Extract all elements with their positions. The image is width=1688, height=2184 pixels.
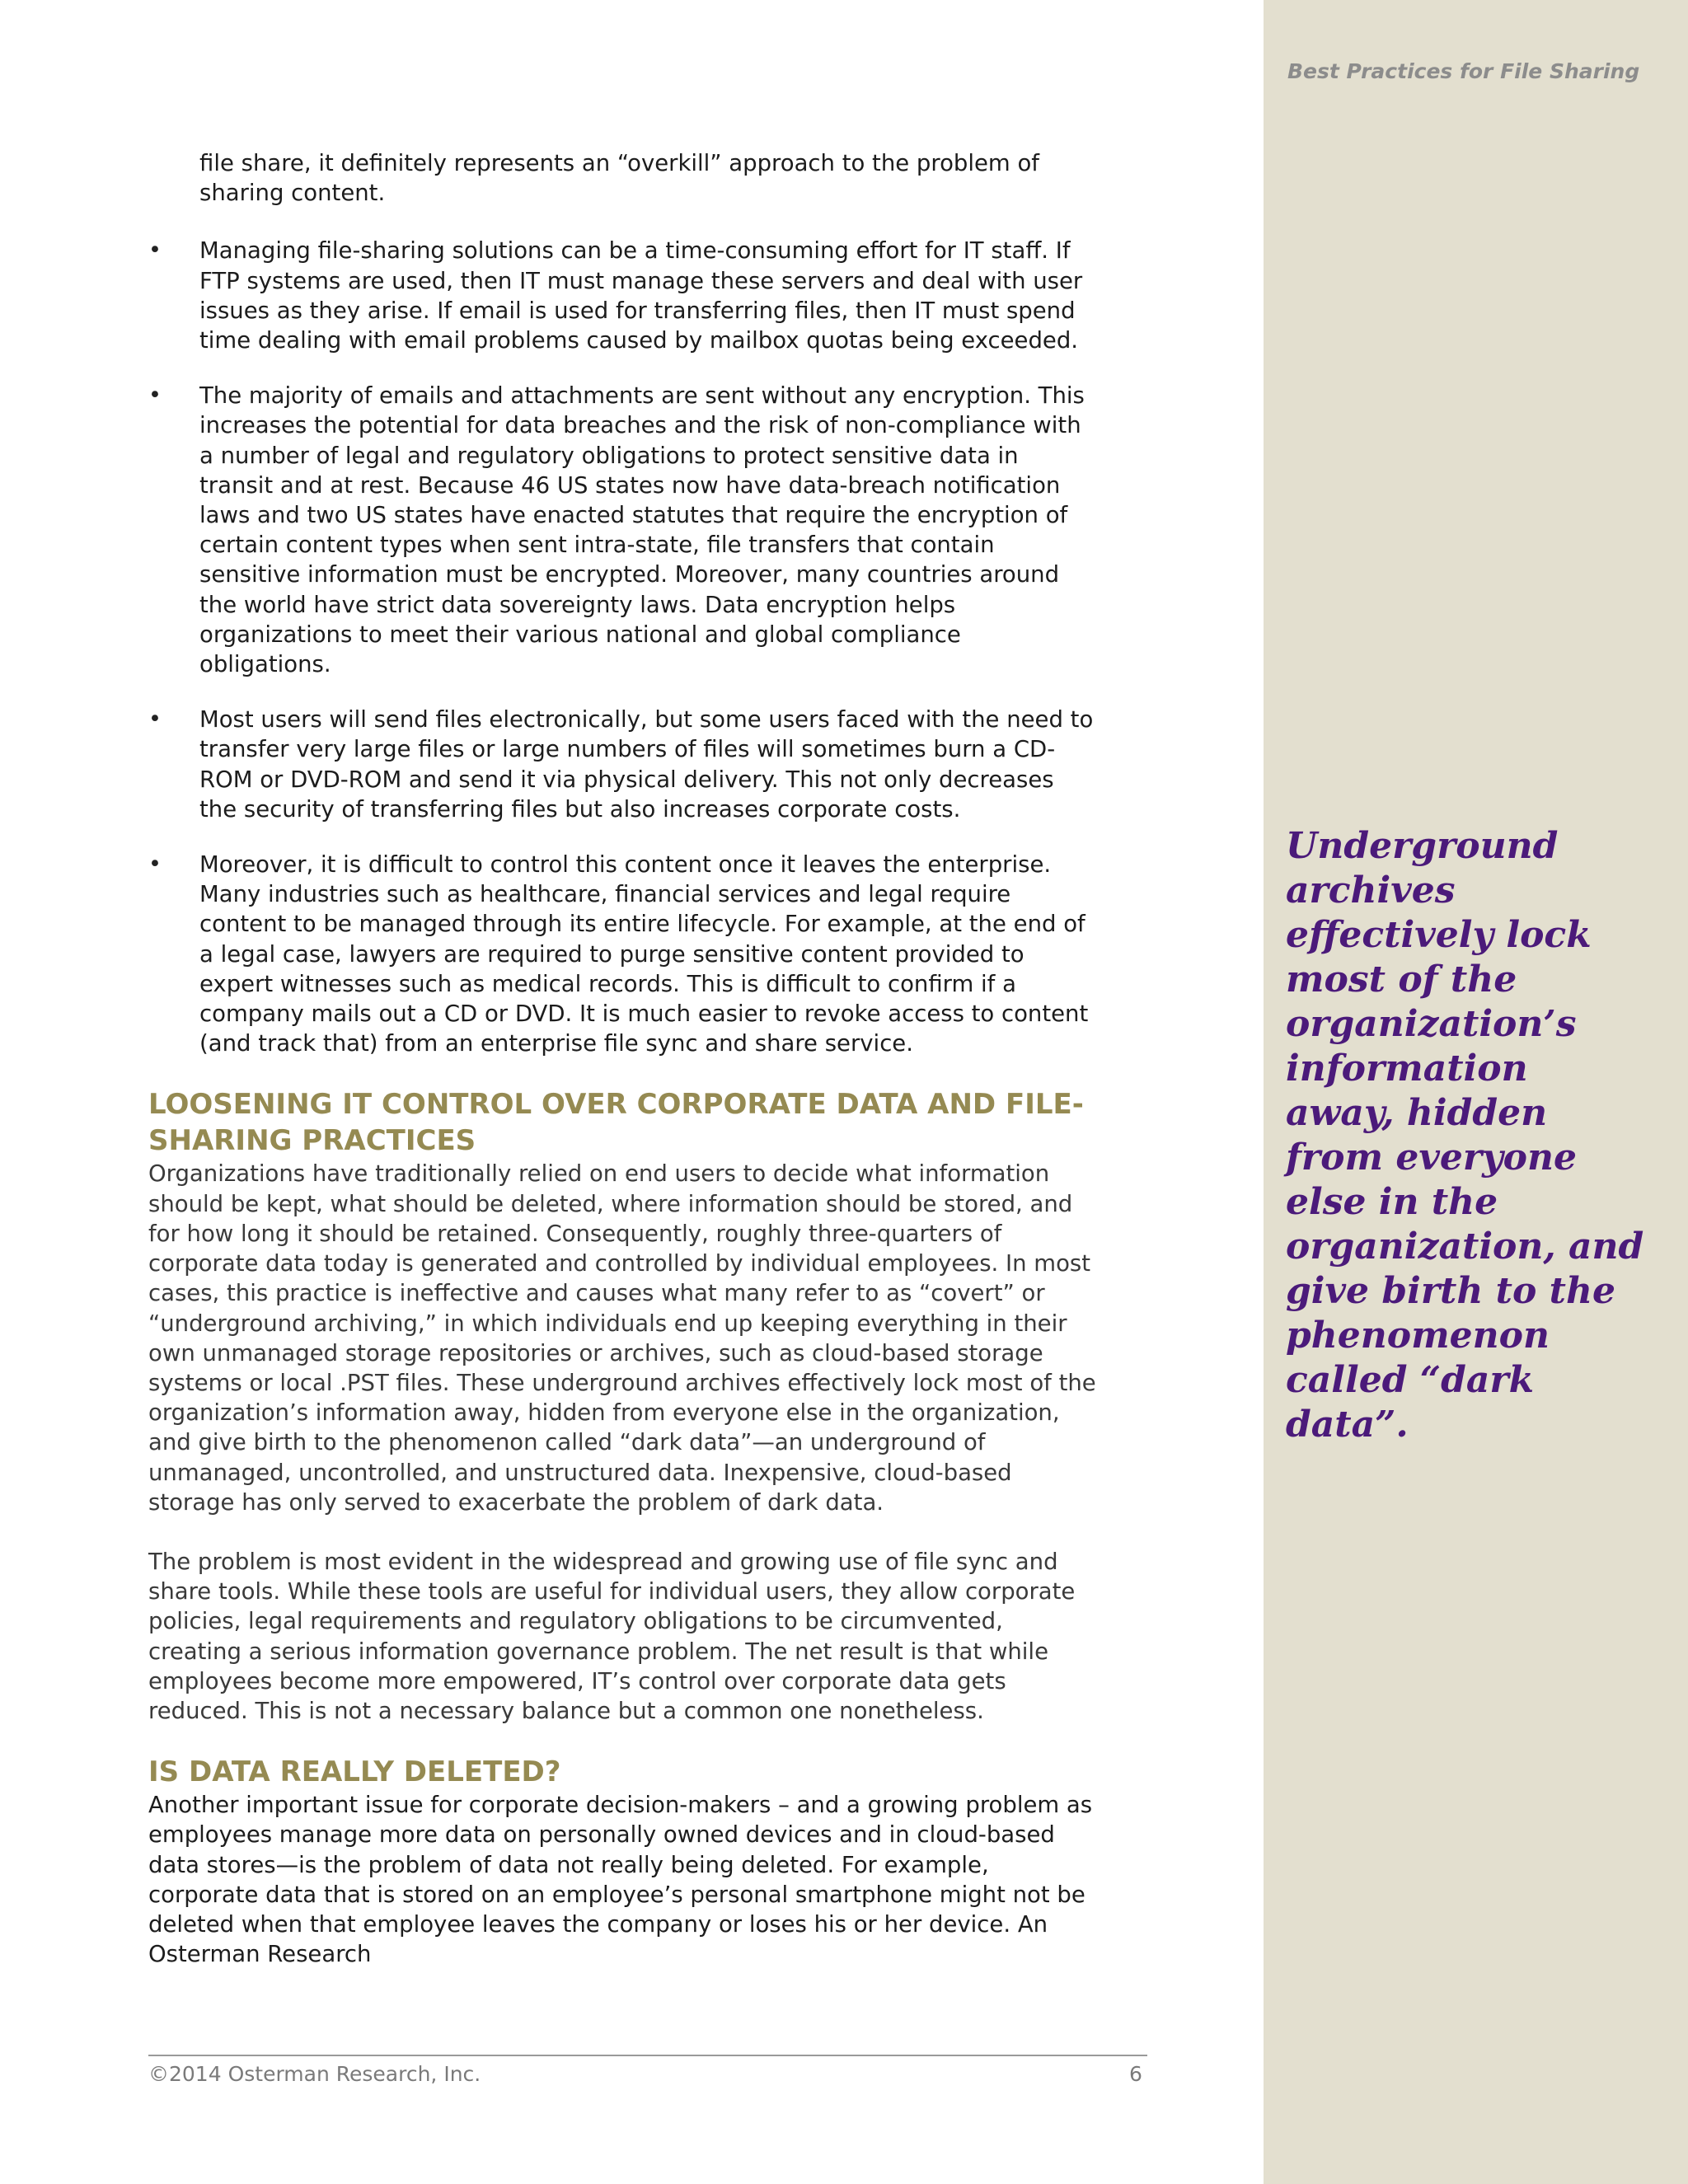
section-heading: LOOSENING IT CONTROL OVER CORPORATE DATA AND FILE-SHARING PRACTICES <box>148 1088 1084 1158</box>
continued-paragraph: file share, it definitely represents an “overkill” approach to the problem of sharing content. <box>199 150 1039 207</box>
section-paragraph: The problem is most evident in the widespread and growing use of file sync and share tools. While these tools are useful for individual users, they allow corporate policies, legal requirements and regulatory obligations to be circumvented, creating a serious information governance problem. The net result is that while employees become more empowered, IT’s control over corporate data gets reduced. This is not a necessary balance but a common one nonetheless. <box>148 1548 1076 1724</box>
pull-quote: Underground archives effectively lock most of the organization’s information away, hidden from everyone else in the organization, and give birth to the phenomenon called “dark data”. <box>1286 825 1644 1446</box>
section-paragraph: Organizations have traditionally relied on end users to decide what information should be kept, what should be deleted, where information should be stored, and for how long it should be retained. Consequently, roughly three-quarters of corporate data today is generated and controlled by individual employees. In most cases, this practice is ineffective and causes what many refer to as “covert” or “underground archiving,” in which individuals end up keeping everything in their own unmanaged storage repositories or archives, such as cloud-based storage systems or local .PST files. These underground archives effectively lock most of the organization’s information away, hidden from everyone else in the organization, and give birth to the phenomenon called “dark data”—an underground of unmanaged, uncontrolled, and unstructured data. Inexpensive, cloud-based storage has only served to exacerbate the problem of dark data. <box>148 1160 1096 1516</box>
list-item <box>148 236 1096 355</box>
section-paragraph: Another important issue for corporate decision-makers – and a growing problem as employees manage more data on personally owned devices and in cloud-based data stores—is the problem of data not really being deleted. For example, corporate data that is stored on an employee’s personal smartphone might not be deleted when that employee leaves the company or loses his or her device. An Osterman Research <box>148 1792 1093 1968</box>
list-item-text: Managing file-sharing solutions can be a time-consuming effort for IT staff. If FTP systems are used, then IT must manage these servers and deal with user issues as they arise. If email is used for transferring files, then IT must spend time dealing with email problems caused by mailbox quotas being exceeded. <box>199 237 1083 354</box>
list-item-text: Moreover, it is difficult to control this content once it leaves the enterprise. Many industries such as healthcare, financial services and legal require content to be managed through its entire lifecycle. For example, at the end of a legal case, lawyers are required to purge sensitive content provided to expert witnesses such as medical records. This is difficult to confirm if a company mails out a CD or DVD. It is much easier to revoke access to content (and track that) from an enterprise file sync and share service. <box>199 851 1089 1057</box>
running-header: Best Practices for File Sharing <box>1287 59 1640 83</box>
footer-divider <box>148 2055 1147 2056</box>
list-item <box>148 381 1096 679</box>
list-item-text: The majority of emails and attachments are sent without any encryption. This increases the potential for data breaches and the risk of non-compliance with a number of legal and regulatory obligations to protect sensitive data in transit and at rest. Because 46 US states now have data-breach notification laws and two US states have enacted statutes that require the encryption of certain content types when sent intra-state, file transfers that contain sensitive information must be encrypted. Moreover, many countries around the world have strict data sovereignty laws. Data encryption helps organizations to meet their various national and global compliance obligations. <box>199 382 1085 678</box>
footer-copyright: ©2014 Osterman Research, Inc. <box>148 2062 481 2086</box>
page-number: 6 <box>1129 2062 1142 2086</box>
bullet-icon: • <box>148 382 162 409</box>
list-item-text: Most users will send files electronically, but some users faced with the need to transfer very large files or large numbers of files will sometimes burn a CD-ROM or DVD-ROM and send it via physical delivery. This not only decreases the security of transferring files but also increases corporate costs. <box>199 706 1094 823</box>
main-content <box>148 148 1096 1969</box>
list-item <box>148 850 1096 1058</box>
bullet-icon: • <box>148 851 162 878</box>
section-heading: IS DATA REALLY DELETED? <box>148 1755 561 1789</box>
bullet-icon: • <box>148 237 162 264</box>
list-item <box>148 705 1096 824</box>
bullet-icon: • <box>148 706 162 733</box>
